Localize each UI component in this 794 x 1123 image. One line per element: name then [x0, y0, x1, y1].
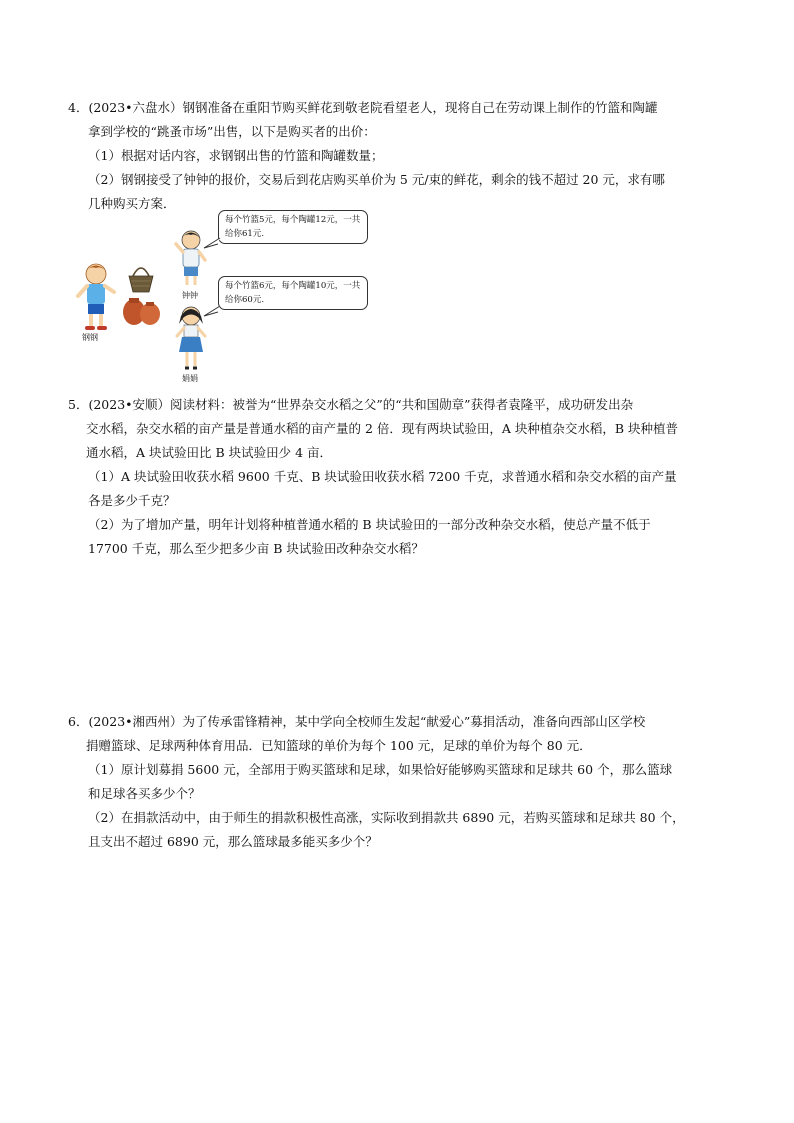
q5-part1-line1: （1）A 块试验田收获水稻 9600 千克、B 块试验田收获水稻 7200 千克，求普通水稻和杂交水稻的亩产量	[88, 469, 677, 484]
q6-part2-line1: （2）在捐款活动中，由于师生的捐款积极性高涨，实际收到捐款共 6890 元，若购买篮球和足球共 80 个，	[88, 810, 685, 825]
q4-stem-line1: 4．(2023•六盘水）钢钢准备在重阳节购买鲜花到敬老院看望老人，现将自己在劳动课上制作的竹篮和陶罐	[68, 100, 658, 115]
q5-part2-line1: （2）为了增加产量，明年计划将种植普通水稻的 B 块试验田的一部分改种杂交水稻，使总产量不低于	[88, 517, 651, 532]
q6-stem-line1: 6．(2023•湘西州）为了传承雷锋精神，某中学向全校师生发起“献爱心”募捐活动，准备向西部山区学校	[68, 714, 646, 729]
clay-pot-icon	[120, 296, 162, 326]
bubble-bottom-line2: 给你60元.	[225, 295, 265, 305]
question-5	[68, 393, 728, 561]
q5-stem-line1: 5．(2023•安顺）阅读材料：被誉为“世界杂交水稻之父”的“共和国勋章”获得者袁隆平，成功研发出杂	[68, 397, 634, 412]
seller-boy-icon	[74, 262, 118, 332]
seller-name: 钢钢	[82, 333, 98, 342]
q5-stem-line3: 通水稻，A 块试验田比 B 块试验田少 4 亩．	[86, 445, 333, 460]
speech-bubble-bottom	[218, 276, 368, 310]
question-4	[68, 96, 728, 216]
q6-stem-line2: 捐赠篮球、足球两种体育用品．已知篮球的单价为每个 100 元，足球的单价为每个 80 元．	[86, 738, 592, 753]
question-6	[68, 710, 728, 854]
buyer1-name: 钟钟	[182, 291, 198, 300]
buyer-girl-icon	[174, 306, 208, 372]
q4-illustration	[70, 208, 380, 386]
speech-bubble-top	[218, 210, 368, 244]
q6-part2-line2: 且支出不超过 6890 元，那么篮球最多能买多少个？	[88, 834, 378, 849]
bubble-bottom-line1: 每个竹篮6元，每个陶罐10元，一共	[225, 281, 361, 291]
q4-part2-line1: （2）钢钢接受了钟钟的报价，交易后到花店购买单价为 5 元/束的鲜花，剩余的钱不超过 20 元，求有哪	[88, 172, 665, 187]
bubble-top-line1: 每个竹篮5元，每个陶罐12元，一共	[225, 215, 361, 225]
q6-part1-line1: （1）原计划募捐 5600 元，全部用于购买篮球和足球，如果恰好能够购买篮球和足球共 60 个，那么篮球	[88, 762, 673, 777]
q4-stem-line2: 拿到学校的“跳蚤市场”出售，以下是购买者的出价：	[88, 124, 376, 139]
bubble-top-line2: 给你61元.	[225, 229, 265, 239]
q5-stem-line2: 交水稻，杂交水稻的亩产量是普通水稻的亩产量的 2 倍．现有两块试验田，A 块种植杂交水稻，B 块种植普	[86, 421, 679, 436]
bamboo-basket-icon	[124, 260, 158, 294]
q4-part1: （1）根据对话内容，求钢钢出售的竹篮和陶罐数量；	[88, 148, 384, 163]
q4-part2-line2: 几种购买方案．	[88, 196, 176, 211]
q5-part2-line2: 17700 千克，那么至少把多少亩 B 块试验田改种杂交水稻？	[88, 541, 424, 556]
q6-part1-line2: 和足球各买多少个？	[88, 786, 201, 801]
buyer2-name: 娟娟	[182, 374, 198, 383]
buyer-boy-icon	[174, 230, 208, 288]
q5-part1-line2: 各是多少千克？	[88, 493, 176, 508]
